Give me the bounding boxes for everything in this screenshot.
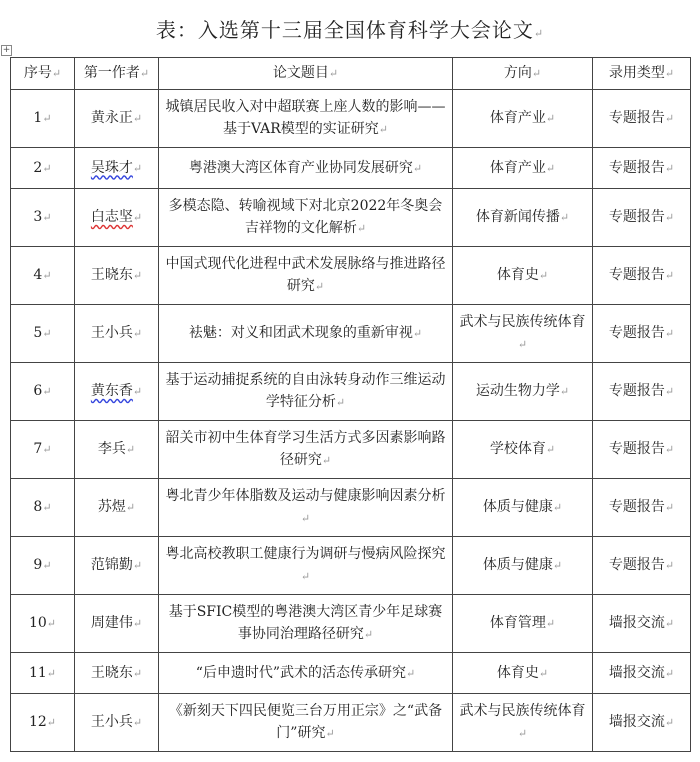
table-row: [11, 148, 691, 189]
cell-direction: 体育史↵: [453, 247, 593, 305]
cell-type: 专题报告↵: [593, 90, 691, 148]
cell-title: 韶关市初中生体育学习生活方式多因素影响路径研究↵: [159, 421, 453, 479]
cell-direction: 武术与民族传统体育↵: [453, 694, 593, 752]
cell-type: 专题报告↵: [593, 537, 691, 595]
cell-type: 墙报交流↵: [593, 694, 691, 752]
cell-no: 4↵: [11, 247, 75, 305]
cell-type: 专题报告↵: [593, 247, 691, 305]
cell-title: 基于SFIC模型的粤港澳大湾区青少年足球赛事协同治理路径研究↵: [159, 595, 453, 653]
header-title: 论文题目↵: [159, 58, 453, 90]
cell-author: 王晓东↵: [75, 653, 159, 694]
cell-author: 王晓东↵: [75, 247, 159, 305]
cell-type: 墙报交流↵: [593, 653, 691, 694]
cell-direction: 体育产业↵: [453, 148, 593, 189]
cell-author: 王小兵↵: [75, 305, 159, 363]
cell-title: 城镇居民收入对中超联赛上座人数的影响——基于VAR模型的实证研究↵: [159, 90, 453, 148]
cell-type: 专题报告↵: [593, 363, 691, 421]
cell-direction: 运动生物力学↵: [453, 363, 593, 421]
table-move-handle-icon[interactable]: +: [2, 45, 11, 55]
cell-no: 1↵: [11, 90, 75, 148]
cell-author: 黄东香↵: [75, 363, 159, 421]
table-row: [11, 363, 691, 421]
cell-title: 粤港澳大湾区体育产业协同发展研究↵: [159, 148, 453, 189]
table-row: [11, 537, 691, 595]
cell-direction: 武术与民族传统体育↵: [453, 305, 593, 363]
cell-type: 专题报告↵: [593, 189, 691, 247]
table-row: [11, 305, 691, 363]
header-no: 序号↵: [11, 58, 75, 90]
cell-title: 多模态隐、转喻视域下对北京2022年冬奥会吉祥物的文化解析↵: [159, 189, 453, 247]
header-author: 第一作者↵: [75, 58, 159, 90]
cell-title: 《新刻天下四民便览三台万用正宗》之“武备门”研究↵: [159, 694, 453, 752]
cell-author: 吴珠才↵: [75, 148, 159, 189]
cell-direction: 体育史↵: [453, 653, 593, 694]
cell-title: 袪魅：对义和团武术现象的重新审视↵: [159, 305, 453, 363]
cell-direction: 体育管理↵: [453, 595, 593, 653]
cell-author: 黄永正↵: [75, 90, 159, 148]
header-type: 录用类型↵: [593, 58, 691, 90]
table-row: [11, 694, 691, 752]
cell-type: 专题报告↵: [593, 421, 691, 479]
cell-author: 周建伟↵: [75, 595, 159, 653]
cell-author: 苏煜↵: [75, 479, 159, 537]
cell-no: 8↵: [11, 479, 75, 537]
cell-no: 9↵: [11, 537, 75, 595]
table-row: [11, 653, 691, 694]
cell-direction: 体质与健康↵: [453, 537, 593, 595]
cell-title: 中国式现代化进程中武术发展脉络与推进路径研究↵: [159, 247, 453, 305]
cell-direction: 体育产业↵: [453, 90, 593, 148]
cell-type: 专题报告↵: [593, 479, 691, 537]
table-header-row: [11, 58, 691, 90]
cell-direction: 体育新闻传播↵: [453, 189, 593, 247]
cell-no: 3↵: [11, 189, 75, 247]
cell-title: 粤北高校教职工健康行为调研与慢病风险探究↵: [159, 537, 453, 595]
cell-no: 7↵: [11, 421, 75, 479]
cell-no: 12↵: [11, 694, 75, 752]
table-row: [11, 595, 691, 653]
cell-title: “后申遗时代”武术的活态传承研究↵: [159, 653, 453, 694]
cell-title: 粤北青少年体脂数及运动与健康影响因素分析↵: [159, 479, 453, 537]
paper-table: [10, 57, 691, 752]
cell-no: 11↵: [11, 653, 75, 694]
cell-type: 专题报告↵: [593, 305, 691, 363]
table-row: [11, 247, 691, 305]
table-row: [11, 421, 691, 479]
table-row: [11, 479, 691, 537]
cell-no: 2↵: [11, 148, 75, 189]
cell-type: 墙报交流↵: [593, 595, 691, 653]
cell-no: 5↵: [11, 305, 75, 363]
document-title: 表：入选第十三届全国体育科学大会论文↵: [155, 18, 545, 42]
cell-author: 范锦勤↵: [75, 537, 159, 595]
cell-title: 基于运动捕捉系统的自由泳转身动作三维运动学特征分析↵: [159, 363, 453, 421]
cell-author: 李兵↵: [75, 421, 159, 479]
cell-author: 白志坚↵: [75, 189, 159, 247]
header-direction: 方向↵: [453, 58, 593, 90]
table-row: [11, 90, 691, 148]
cell-direction: 体质与健康↵: [453, 479, 593, 537]
cell-author: 王小兵↵: [75, 694, 159, 752]
cell-no: 10↵: [11, 595, 75, 653]
table-row: [11, 189, 691, 247]
cell-type: 专题报告↵: [593, 148, 691, 189]
cell-direction: 学校体育↵: [453, 421, 593, 479]
cell-no: 6↵: [11, 363, 75, 421]
